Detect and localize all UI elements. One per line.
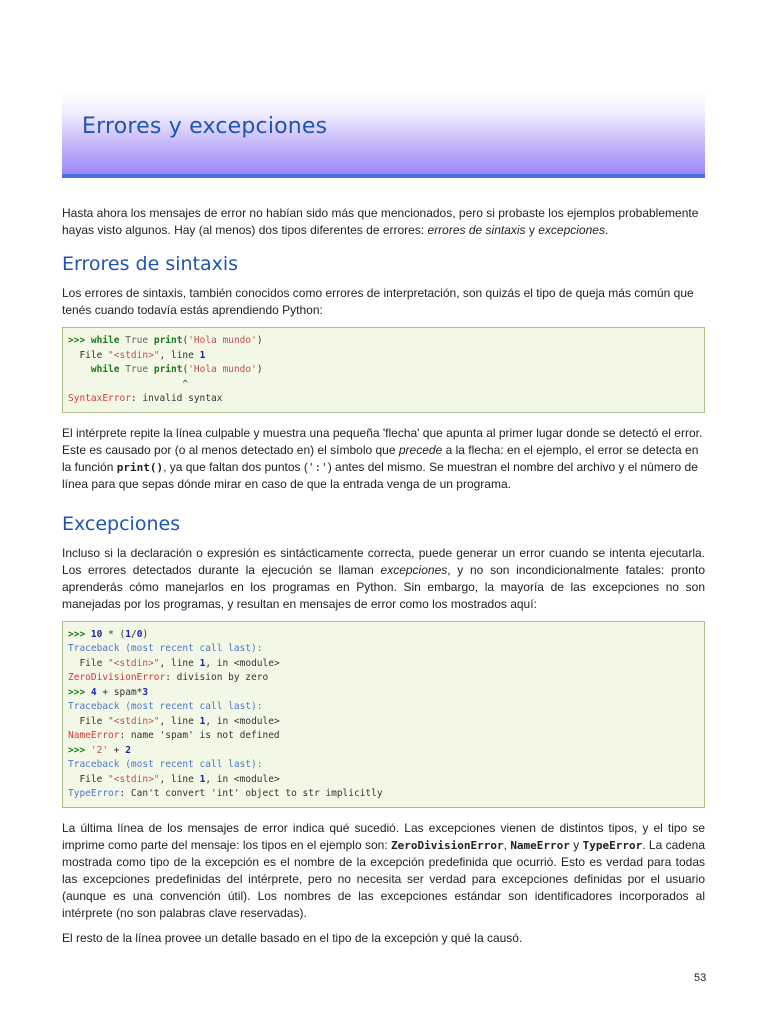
code-block-exceptions: >>> 10 * (1/0) Traceback (most recent call last): File "<stdin>", line 1, in <module> ZeroDivisionError: division by zero >>> 4 + spam*3 Traceback (most recent call last): File "<stdin>", line 1, in <module> NameError: name 'spam' is not defined >>> '2' + 2 Traceback (most recent call last): File "<stdin>", line 1, in <module> TypeError: Can't convert 'int' object to str implicitly: [62, 621, 705, 808]
exceptions-paragraph-2: La última línea de los mensajes de error indica qué sucedió. Las excepciones vienen de distintos tipos, y el tipo se imprime como parte del mensaje: los tipos en el ejemplo son: ZeroDivisionError, NameError y TypeError. La cadena mostrada como tipo de la excepción es el nombre de la excepción predefinida que ocurrió. Esto es verdad para todas las excepciones predefinidas del intérprete, pero no necesita ser verdad para excepciones definidas por el usuario (aunque es una convención útil). Los nombres de las excepciones estándar son identificadores incorporados al intérprete (no son palabras clave reservadas).: [62, 820, 706, 920]
intro-paragraph: Hasta ahora los mensajes de error no habían sido más que mencionados, pero si probaste los ejemplos probablemente hayas visto algunos. Hay (al menos) dos tipos diferentes de errores: errores de sintaxis y excepciones.: [62, 206, 699, 237]
section-heading-syntax: Errores de sintaxis: [62, 253, 239, 275]
exceptions-paragraph-1: Incluso si la declaración o expresión es sintácticamente correcta, puede generar un error cuando se intenta ejecutarla. Los errores detectados durante la ejecución se llaman excepciones, y no son incondicionalmente fatales: pronto aprenderás cómo manejarlos en los programas en Python. Sin embargo, la mayoría de las excepciones no son manejadas por los programas, y resultan en mensajes de error como los mostrados aquí:: [62, 545, 705, 611]
section-heading-exceptions: Excepciones: [62, 512, 181, 535]
code-block-syntax: >>> while True print('Hola mundo') File "<stdin>", line 1 while True print('Hola mundo') ^ SyntaxError: invalid syntax: [62, 327, 705, 413]
page-title: Errores y excepciones: [82, 114, 328, 139]
syntax-paragraph-1: Los errores de sintaxis, también conocidos como errores de interpretación, son quizás el tipo de queja más común que tenés cuando todavía estás aprendiendo Python:: [62, 286, 694, 317]
title-banner: [62, 92, 705, 178]
page-number: 53: [694, 972, 707, 984]
syntax-paragraph-2: El intérprete repite la línea culpable y muestra una pequeña 'flecha' que apunta al primer lugar donde se detectó el error. Este es causado por (o al menos detectado en) el símbolo que precede a la flecha: en el ejemplo, el error se detecta en la función print(), ya que faltan dos puntos (':') antes del mismo. Se muestran el nombre del archivo y el número de línea para que sepas dónde mirar en caso de que la entrada venga de un programa.: [62, 425, 703, 491]
content: [62, 205, 705, 955]
exceptions-paragraph-3: El resto de la línea provee un detalle basado en el tipo de la excepción y qué la causó.: [62, 930, 523, 945]
